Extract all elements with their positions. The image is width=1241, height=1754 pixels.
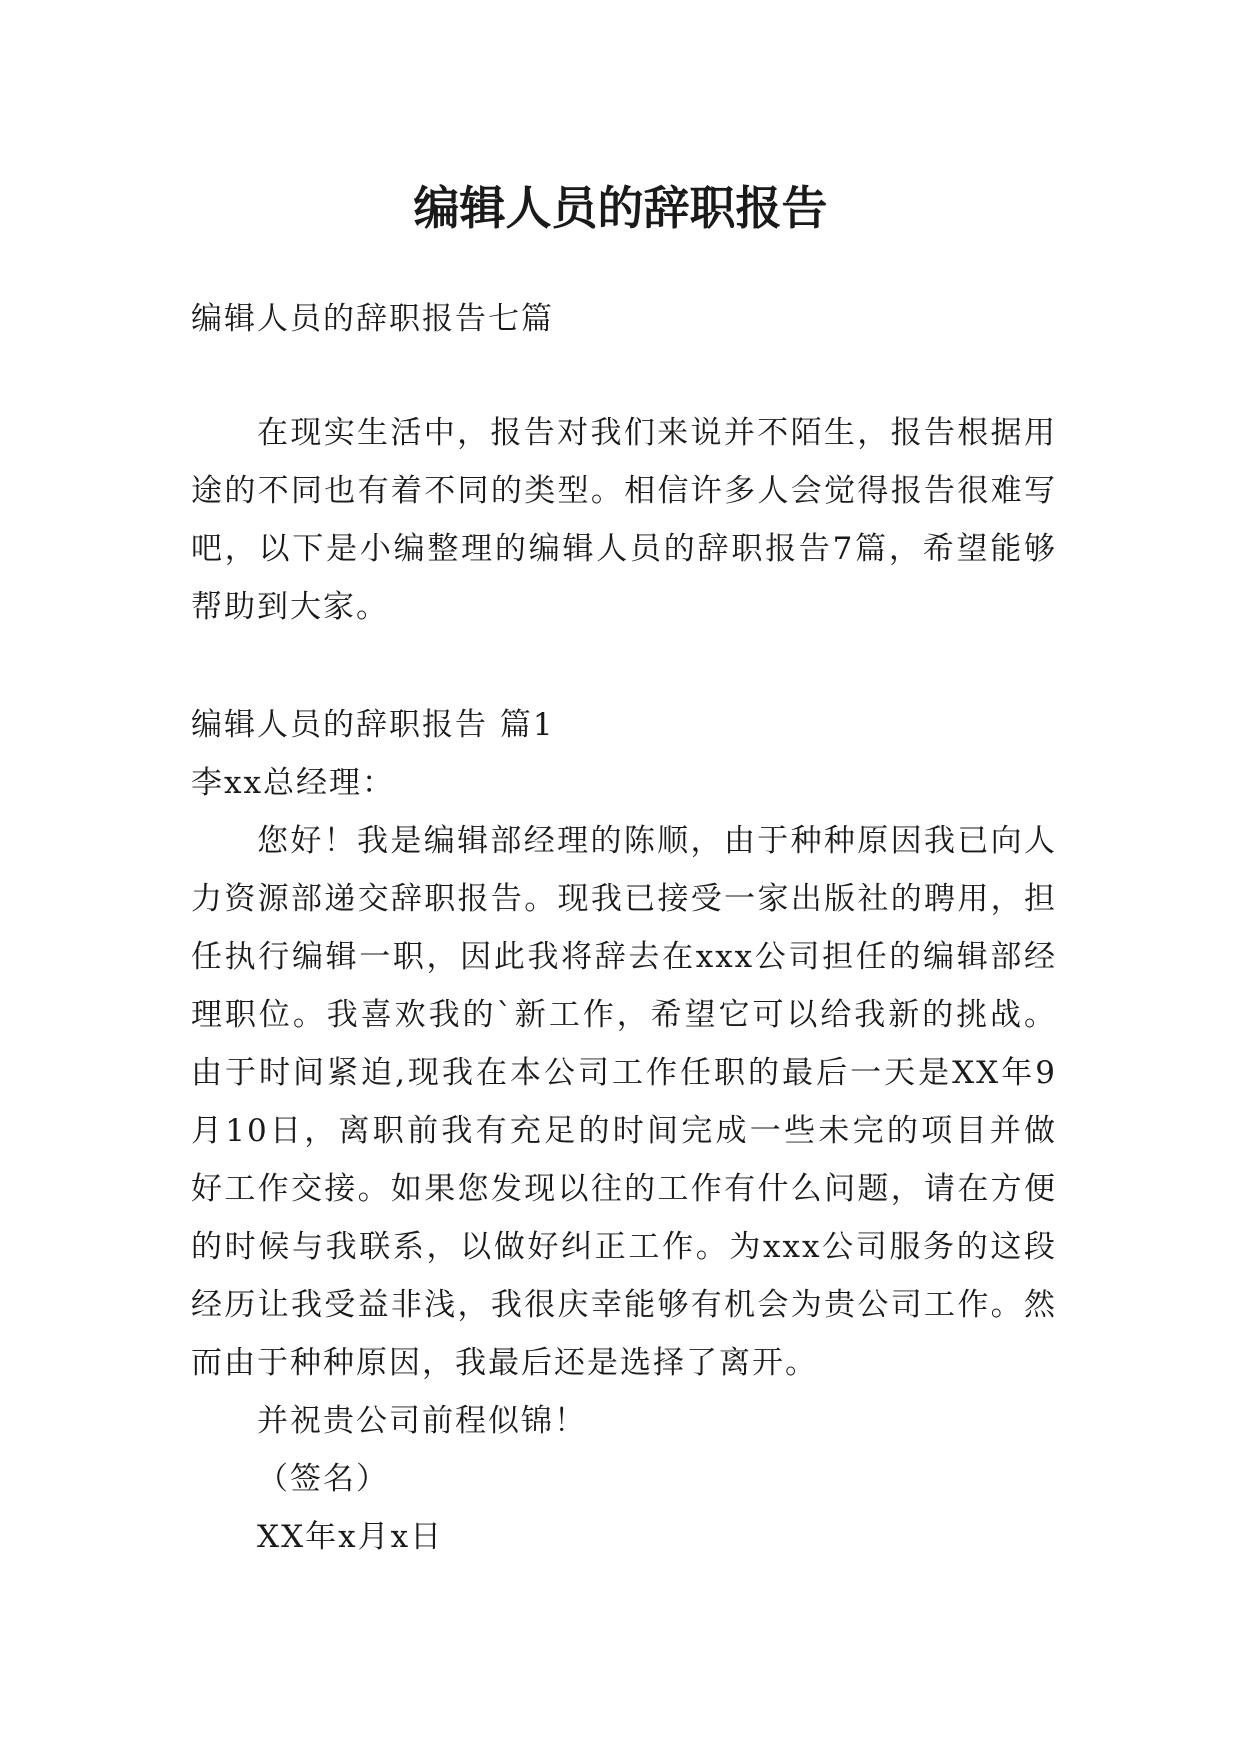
- letter-body: 您好！我是编辑部经理的陈顺，由于种种原因我已向人力资源部递交辞职报告。现我已接受一家出版社的聘用，担任执行编辑一职，因此我将辞去在xxx公司担任的编辑部经理职位。我喜欢我的`新工作，希望它可以给我新的挑战。由于时间紧迫,现我在本公司工作任职的最后一天是XX年9月10日，离职前我有充足的时间完成一些未完的项目并做好工作交接。如果您发现以往的工作有什么问题，请在方便的时候与我联系，以做好纠正工作。为xxx公司服务的这段经历让我受益非浅，我很庆幸能够有机会为贵公司工作。然而由于种种原因，我最后还是选择了离开。: [191, 823, 1057, 1381]
- intro-paragraph: 在现实生活中，报告对我们来说并不陌生，报告根据用途的不同也有着不同的类型。相信许多人会觉得报告很难写吧，以下是小编整理的编辑人员的辞职报告7篇，希望能够帮助到大家。: [191, 415, 1057, 625]
- letter-salutation: 李xx总经理：: [191, 765, 395, 801]
- section-heading: 编辑人员的辞职报告 篇1: [191, 707, 555, 743]
- letter-closing: 并祝贵公司前程似锦！: [257, 1403, 587, 1439]
- document-title: 编辑人员的辞职报告: [413, 180, 828, 235]
- document-subtitle: 编辑人员的辞职报告七篇: [191, 301, 554, 337]
- letter-date: XX年x月x日: [257, 1519, 444, 1555]
- letter-signature: （签名）: [257, 1461, 389, 1497]
